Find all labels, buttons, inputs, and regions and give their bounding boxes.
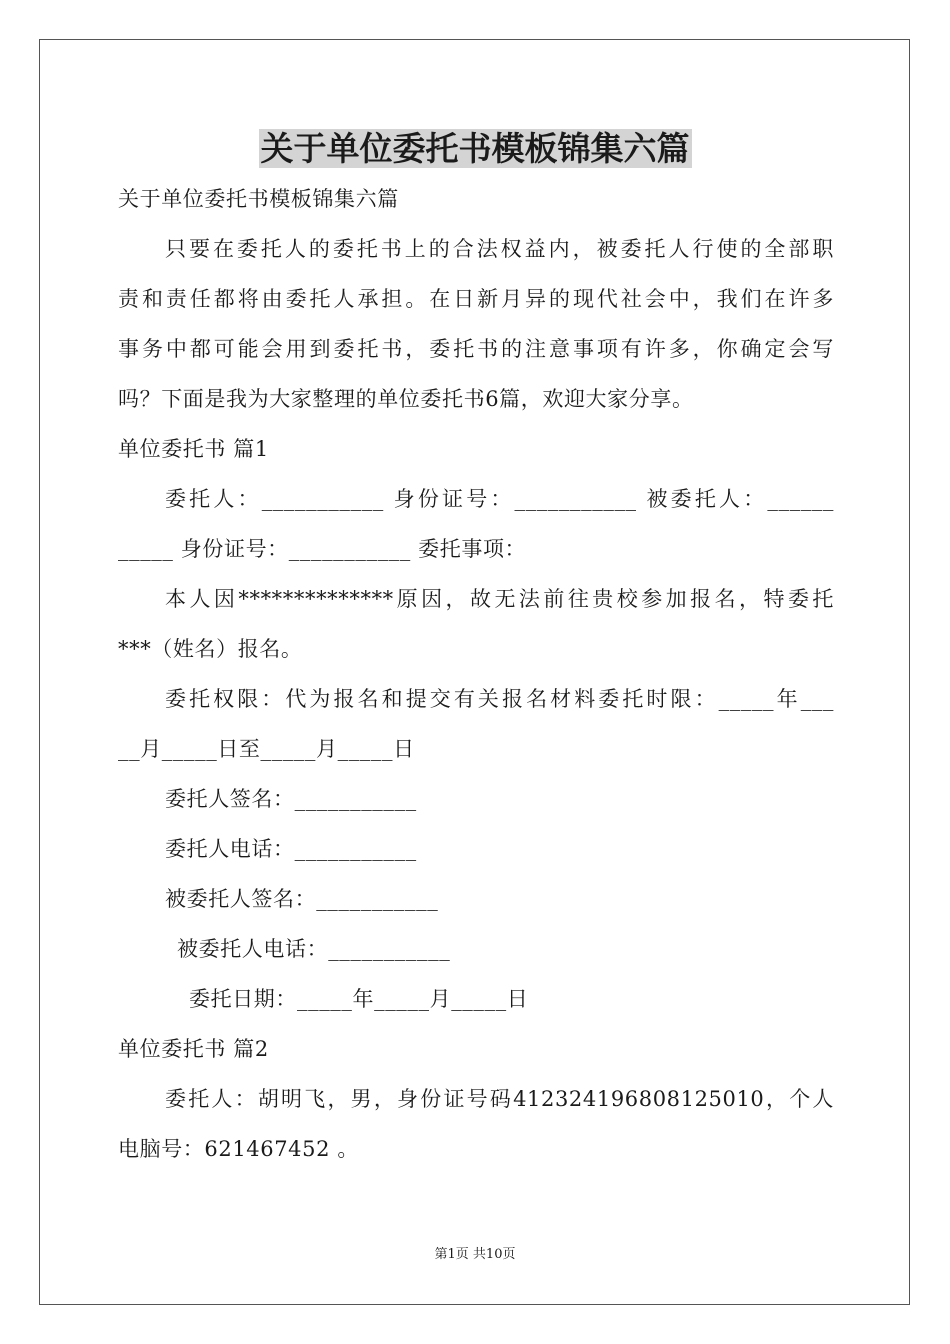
section1-line-6: __月_____日至_____月_____日 <box>118 737 415 761</box>
subtitle: 关于单位委托书模板锦集六篇 <box>118 187 399 211</box>
section1-line-2: _____ 身份证号：___________ 委托事项： <box>118 537 527 561</box>
section1-heading: 单位委托书 篇1 <box>118 437 269 461</box>
page-footer: 第1页 共10页 <box>434 1247 516 1262</box>
document-title: 关于单位委托书模板锦集六篇 <box>260 129 690 168</box>
agent-phone-line: 被委托人电话：___________ <box>177 937 451 961</box>
agent-signature-line: 被委托人签名：___________ <box>165 887 439 911</box>
principal-phone-line: 委托人电话：___________ <box>165 837 417 861</box>
section1-line-1: 委托人：___________ 身份证号：___________ 被委托人：______ <box>165 487 834 511</box>
page-border <box>39 39 910 1305</box>
intro-line-2: 责和责任都将由委托人承担。在日新月异的现代社会中，我们在许多 <box>118 287 834 311</box>
section2-line-2: 电脑号：621467452 。 <box>118 1137 359 1161</box>
section2-heading: 单位委托书 篇2 <box>118 1037 269 1061</box>
intro-line-1: 只要在委托人的委托书上的合法权益内，被委托人行使的全部职 <box>165 237 834 261</box>
section1-line-3: 本人因**************原因，故无法前往贵校参加报名，特委托 <box>165 587 834 611</box>
intro-line-3: 事务中都可能会用到委托书，委托书的注意事项有许多，你确定会写 <box>118 337 834 361</box>
section1-line-5: 委托权限：代为报名和提交有关报名材料委托时限：_____年___ <box>165 687 834 711</box>
entrust-date-line: 委托日期：_____年_____月_____日 <box>189 987 529 1011</box>
section2-line-1: 委托人：胡明飞，男，身份证号码412324196808125010，个人 <box>165 1087 834 1111</box>
intro-line-4: 吗？下面是我为大家整理的单位委托书6篇，欢迎大家分享。 <box>118 387 694 411</box>
principal-signature-line: 委托人签名：___________ <box>165 787 417 811</box>
section1-line-4: ***（姓名）报名。 <box>118 637 303 661</box>
